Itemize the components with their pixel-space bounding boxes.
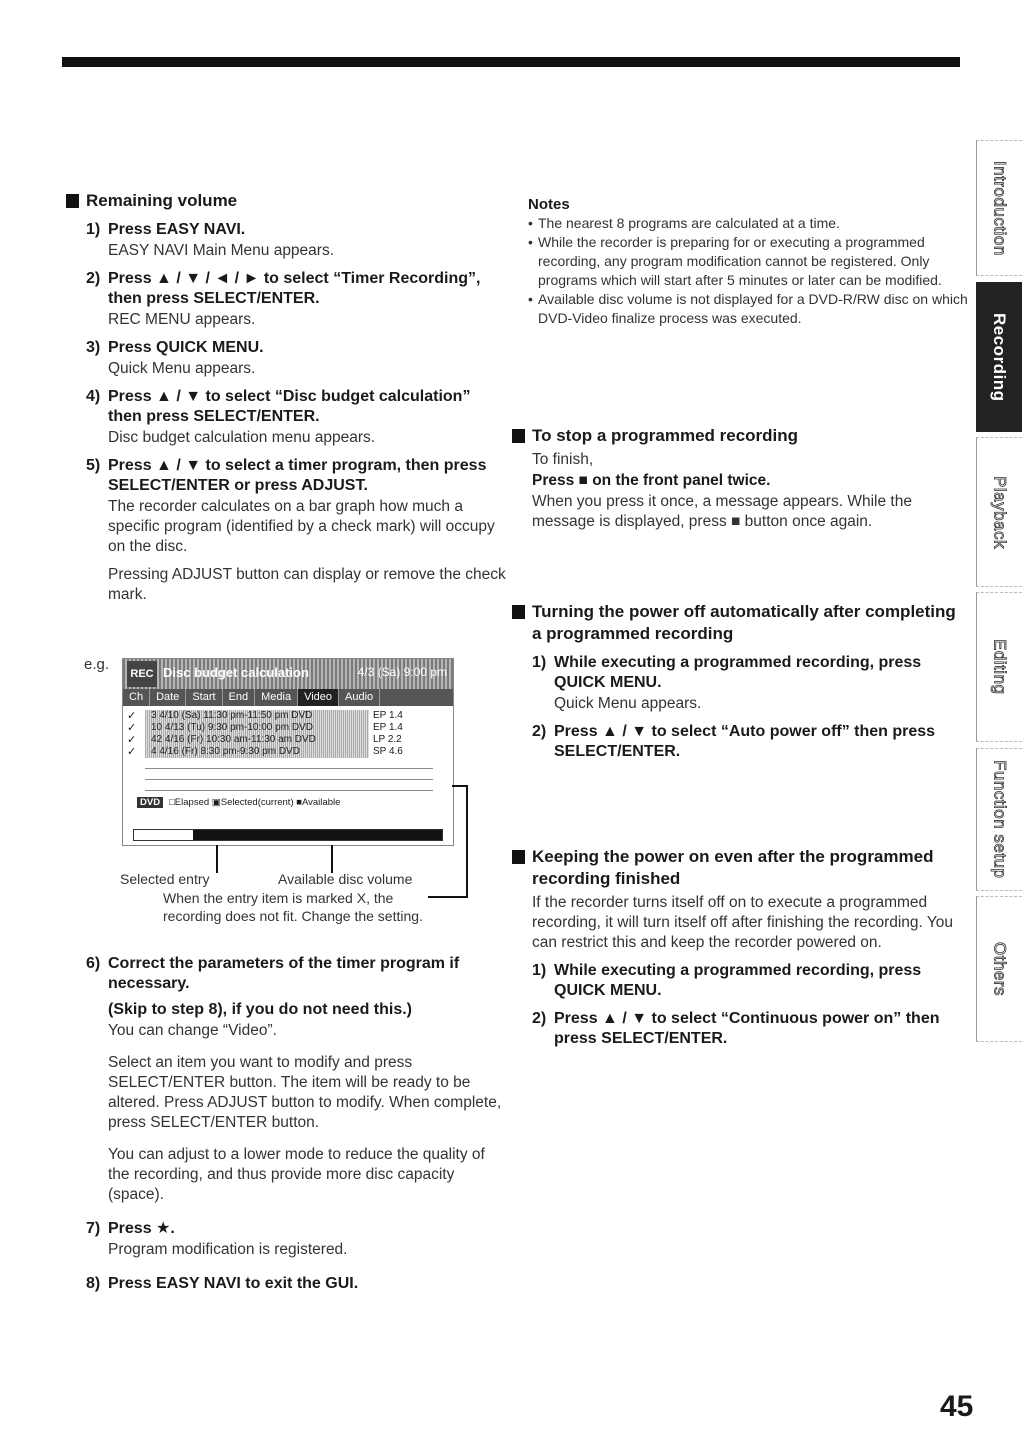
screen-columns (123, 689, 453, 706)
step-paragraph: You can change “Video”. (108, 1022, 277, 1039)
screen-row (127, 710, 433, 722)
step-number: 2) (532, 723, 547, 740)
row-program: 4 4/16 (Fr) 8:30 pm-9:30 pm DVD (145, 746, 369, 758)
row-mode: SP 4.6 (373, 746, 403, 757)
step-number: 1) (532, 962, 547, 979)
step-title (86, 1274, 506, 1294)
tab-label: Playback (990, 475, 1010, 549)
step-number: 4) (86, 388, 101, 405)
step-title (86, 456, 506, 496)
step (532, 653, 968, 714)
empty-row (145, 769, 433, 780)
row-mode: EP 1.4 (373, 710, 403, 721)
step-paragraph: Quick Menu appears. (554, 695, 702, 712)
screen-header (123, 659, 453, 689)
step-title-text: While executing a programmed recording, press QUICK MENU. (554, 962, 922, 999)
step (86, 220, 506, 261)
step (86, 456, 506, 605)
dvd-badge: DVD (137, 797, 163, 808)
tab-label: Others (990, 941, 1010, 997)
keepon-intro: If the recorder turns itself off on to execute a programmed recording, it will turn itself off after finishing the recording. You can restrict this and keep the recorder powered on. (532, 894, 954, 951)
row-program: 42 4/16 (Fr) 10:30 am-11:30 am DVD (145, 734, 369, 746)
step-title-text: Press EASY NAVI to exit the GUI. (108, 1275, 359, 1292)
step-subtitle: (Skip to step 8), if you do not need this.) (108, 1001, 412, 1018)
notes-title: Notes (528, 196, 570, 213)
tab-label: Editing (990, 639, 1010, 695)
rec-logo: REC (127, 661, 157, 687)
disc-budget-screen (122, 658, 454, 846)
step (532, 961, 968, 1001)
screen-row (127, 722, 433, 734)
step-body (86, 428, 506, 448)
callout-line-selected (216, 845, 218, 873)
step-title-text: Press ▲ / ▼ / ◄ / ► to select “Timer Recording”, then press SELECT/ENTER. (108, 270, 481, 307)
step-body (86, 241, 506, 261)
section-heading-keepon: Keeping the power on even after the programmed recording finished (512, 846, 968, 890)
row-program: 3 4/10 (Sa) 11:30 pm-11:50 pm DVD (145, 710, 369, 722)
available-volume-fill (193, 830, 442, 840)
screen-column-header: Date (150, 689, 186, 706)
screen-rows (123, 710, 453, 758)
tab-others[interactable] (976, 896, 1022, 1042)
note-item: • While the recorder is preparing for or executing a programmed recording, any program modification cannot be registered. Only programs which will start after 5 minutes or later can be modified. (528, 233, 968, 290)
steps-after-list (66, 954, 506, 1294)
step-number: 5) (86, 457, 101, 474)
keepon-section (512, 846, 968, 1049)
step (86, 387, 506, 448)
step-title (86, 338, 506, 358)
keepon-steps (512, 961, 968, 1049)
step (86, 954, 506, 1205)
screen-legend (123, 797, 453, 808)
tab-function-setup[interactable] (976, 748, 1022, 891)
step-title-text: Correct the parameters of the timer program if necessary. (108, 955, 460, 992)
bullet-square-icon (512, 850, 525, 864)
note-item: • Available disc volume is not displayed for a DVD-R/RW disc on which DVD-Video finalize process was executed. (528, 290, 968, 328)
step-paragraph: Quick Menu appears. (108, 360, 256, 377)
step-paragraph: REC MENU appears. (108, 311, 256, 328)
stop-line2: Press ■ on the front panel twice. (532, 472, 771, 489)
stop-line3: When you press it once, a message appears. While the message is displayed, press ■ button once again. (532, 493, 912, 530)
step-number: 1) (86, 221, 101, 238)
step-title (532, 961, 968, 1001)
step-title (86, 387, 506, 427)
volume-bar (133, 829, 443, 841)
bullet-square-icon (66, 194, 79, 208)
check-mark-icon: ✓ (127, 746, 137, 758)
poweroff-section (512, 601, 968, 762)
step (532, 1009, 968, 1049)
step-body (86, 359, 506, 379)
empty-row (145, 780, 433, 791)
step (532, 722, 968, 762)
tab-playback[interactable] (976, 437, 1022, 587)
row-mode: EP 1.4 (373, 722, 403, 733)
step-paragraph: The recorder calculates on a bar graph how much a specific program (identified by a check mark) will occupy on the disc. (108, 498, 495, 555)
step-number: 7) (86, 1220, 101, 1237)
screen-column-header: Audio (339, 689, 380, 706)
screen-column-header: Video (298, 689, 339, 706)
screen-column-header: End (223, 689, 256, 706)
step (86, 1219, 506, 1260)
section-heading-poweroff: Turning the power off automatically after completing a programmed recording (512, 601, 968, 645)
check-mark-icon: ✓ (127, 722, 137, 734)
row-mode: LP 2.2 (373, 734, 402, 745)
step-paragraph: Pressing ADJUST button can display or remove the check mark. (108, 566, 506, 603)
callout-line-note-h1 (452, 785, 466, 787)
step-body (86, 310, 506, 330)
left-column (66, 190, 506, 605)
steps-list (66, 220, 506, 605)
screen-row (127, 734, 433, 746)
note-item: • The nearest 8 programs are calculated at a time. (528, 214, 968, 233)
step-body (86, 1021, 506, 1205)
step-number: 6) (86, 955, 101, 972)
callout-note-line2: recording does not fit. Change the setting. (163, 908, 423, 924)
step-paragraph: You can adjust to a lower mode to reduce the quality of the recording, and thus provide more disc capacity (space). (108, 1146, 485, 1203)
screen-datetime: 4/3 (Sa) 9:00 pm (357, 665, 447, 679)
step (86, 338, 506, 379)
step-number: 1) (532, 654, 547, 671)
step-title (532, 722, 968, 762)
step-number: 3) (86, 339, 101, 356)
step-title-text: While executing a programmed recording, press QUICK MENU. (554, 654, 922, 691)
callout-line-note-v (466, 785, 468, 898)
screen-title: Disc budget calculation (163, 665, 309, 680)
step-title-text: Press QUICK MENU. (108, 339, 264, 356)
step-number: 8) (86, 1275, 101, 1292)
step-title (86, 220, 506, 240)
callout-line-note-h2 (428, 896, 468, 898)
tab-label: Introduction (990, 160, 1010, 256)
step-body (86, 497, 506, 605)
empty-row (145, 758, 433, 769)
screen-column-header: Start (186, 689, 222, 706)
step-number: 2) (86, 270, 101, 287)
step-title-text: Press ▲ / ▼ to select “Auto power off” then press SELECT/ENTER. (554, 723, 936, 760)
callout-line-available (331, 845, 333, 873)
tab-label: Function setup (990, 760, 1010, 879)
notes-list (528, 214, 968, 328)
row-program: 10 4/13 (Tu) 9:30 pm-10:00 pm DVD (145, 722, 369, 734)
bullet-square-icon (512, 605, 525, 619)
section-heading-stop: To stop a programmed recording (512, 425, 968, 447)
check-mark-icon: ✓ (127, 734, 137, 746)
step (86, 269, 506, 330)
step-title (86, 269, 506, 309)
bullet-square-icon (512, 429, 525, 443)
screen-column-header: Media (255, 689, 298, 706)
right-column (528, 195, 968, 1047)
tab-label: Recording (990, 312, 1009, 402)
callout-note-line1: When the entry item is marked X, the (163, 890, 394, 906)
stop-section (512, 425, 968, 532)
page-number: 45 (940, 1390, 974, 1423)
check-mark-icon: ✓ (127, 710, 137, 722)
step-title (532, 1009, 968, 1049)
step-title (86, 954, 506, 994)
step-paragraph: Program modification is registered. (108, 1241, 348, 1258)
tab-editing[interactable] (976, 592, 1022, 742)
step-paragraph: Select an item you want to modify and press SELECT/ENTER button. The item will be ready to be altered. Press ADJUST button to modify. When complete, press SELECT/ENTER button. (108, 1054, 502, 1131)
top-rule (62, 57, 960, 67)
step-title (86, 1219, 506, 1239)
stop-line1: To finish, (532, 451, 594, 468)
step-title-text: Press EASY NAVI. (108, 221, 246, 238)
eg-label: e.g. (84, 656, 110, 673)
step-body (532, 694, 968, 714)
tab-recording[interactable] (976, 282, 1022, 432)
step-title (532, 653, 968, 693)
screen-column-header: Ch (123, 689, 150, 706)
step-paragraph: EASY NAVI Main Menu appears. (108, 242, 335, 259)
screen-row (127, 746, 433, 758)
section-heading-remaining-volume: Remaining volume (66, 190, 506, 212)
step-number: 2) (532, 1010, 547, 1027)
step-title-text: Press ★. (108, 1220, 175, 1237)
step-title-text: Press ▲ / ▼ to select “Disc budget calculation” then press SELECT/ENTER. (108, 388, 471, 425)
callout-available-volume: Available disc volume (278, 871, 413, 887)
poweroff-steps (512, 653, 968, 762)
step-paragraph: Disc budget calculation menu appears. (108, 429, 376, 446)
step-body (86, 1240, 506, 1260)
step-title-text: Press ▲ / ▼ to select a timer program, then press SELECT/ENTER or press ADJUST. (108, 457, 487, 494)
step-title-text: Press ▲ / ▼ to select “Continuous power on” then press SELECT/ENTER. (554, 1010, 940, 1047)
legend-text: □Elapsed ▣Selected(current) ■Available (169, 797, 341, 808)
callout-selected-entry: Selected entry (120, 871, 210, 887)
tab-introduction[interactable] (976, 140, 1022, 276)
step (86, 1274, 506, 1294)
